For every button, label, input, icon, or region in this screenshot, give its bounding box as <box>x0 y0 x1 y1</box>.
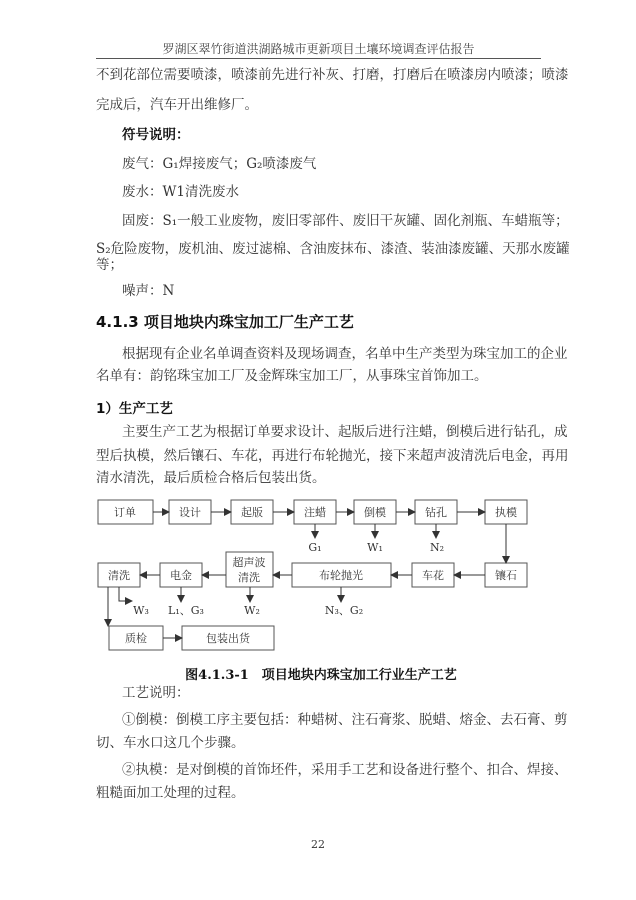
label-polishing: 布轮抛光 <box>319 569 363 582</box>
note-2-line-2: 粗糙面加工处理的过程。 <box>96 785 245 801</box>
output-plating: L₁、G₃ <box>168 604 204 617</box>
symbols-gas: 废气：G₁焊接废气；G₂喷漆废气 <box>122 156 317 172</box>
notes-heading: 工艺说明： <box>122 685 190 701</box>
section-para1-line2: 名单有：韵铭珠宝加工厂及金辉珠宝加工厂，从事珠宝首饰加工。 <box>96 368 488 384</box>
label-ultrasonic-2: 清洗 <box>238 571 260 584</box>
intro-line-1: 不到花部位需要喷漆，喷漆前先进行补灰、打磨，打磨后在喷漆房内喷漆；喷漆 <box>96 67 569 83</box>
symbols-noise: 噪声：N <box>122 283 175 299</box>
note-1-line-2: 切、车水口这几个步骤。 <box>96 735 245 751</box>
emission-arrow-rinse <box>119 587 132 601</box>
page-number: 22 <box>311 838 325 851</box>
output-ultrasonic: W₂ <box>244 604 260 617</box>
label-ultrasonic-1: 超声波 <box>232 556 266 569</box>
label-stone-setting: 镶石 <box>495 569 517 582</box>
label-engraving: 车花 <box>422 569 444 582</box>
output-casting: W₁ <box>367 541 383 554</box>
intro-line-2: 完成后，汽车开出维修厂。 <box>96 97 258 113</box>
label-casting: 倒模 <box>364 506 386 519</box>
label-mold-start: 起版 <box>241 506 263 519</box>
label-order: 订单 <box>114 506 136 519</box>
section-title: 4.1.3 项目地块内珠宝加工厂生产工艺 <box>96 313 354 331</box>
output-polishing: N₃、G₂ <box>324 604 364 617</box>
label-finishing: 执模 <box>495 506 517 519</box>
label-qc: 质检 <box>125 632 147 645</box>
section-para1-line1: 根据现有企业名单调查资料及现场调查，名单中生产类型为珠宝加工的企业 <box>122 346 568 362</box>
section-para2-line2: 型后执模，然后镶石、车花，再进行布轮抛光，接下来超声波清洗后电金，再用 <box>96 448 569 464</box>
running-header: 罗湖区翠竹街道洪湖路城市更新项目土壤环境调查评估报告 <box>162 42 475 56</box>
symbols-solid-1: 固废：S₁一般工业废物，废旧零部件、废旧干灰罐、固化剂瓶、车蜡瓶等； <box>122 213 569 229</box>
figure-caption: 图4.1.3-1 项目地块内珠宝加工行业生产工艺 <box>185 668 457 683</box>
output-rinse: W₃ <box>133 604 149 617</box>
symbols-heading: 符号说明： <box>122 127 190 143</box>
symbols-water: 废水：W1清洗废水 <box>122 184 239 200</box>
symbols-solid-3: 等； <box>96 257 123 273</box>
label-drilling: 钻孔 <box>425 506 447 519</box>
output-drilling: N₂ <box>429 541 445 554</box>
label-packing: 包装出货 <box>206 632 250 645</box>
note-1-line-1: ①倒模：倒模工序主要包括：种蜡树、注石膏浆、脱蜡、熔金、去石膏、剪 <box>122 712 568 728</box>
section-para2-line1: 主要生产工艺为根据订单要求设计、起版后进行注蜡，倒模后进行钻孔，成 <box>122 424 568 440</box>
symbols-solid-2: S₂危险废物，废机油、废过滤棉、含油废抹布、漆渣、装油漆废罐、天那水废罐 <box>96 241 570 257</box>
subsection-title: 1）生产工艺 <box>96 401 173 417</box>
label-wax-inject: 注蜡 <box>304 506 326 519</box>
section-para2-line3: 清水清洗，最后质检合格后包装出货。 <box>96 470 326 486</box>
label-design: 设计 <box>179 506 201 519</box>
label-rinse: 清洗 <box>108 569 130 582</box>
note-2-line-1: ②执模：是对倒模的首饰坯件，采用手工艺和设备进行整个、扣合、焊接、 <box>122 762 568 778</box>
output-wax-inject: G₁ <box>308 541 322 554</box>
label-plating: 电金 <box>170 569 192 582</box>
